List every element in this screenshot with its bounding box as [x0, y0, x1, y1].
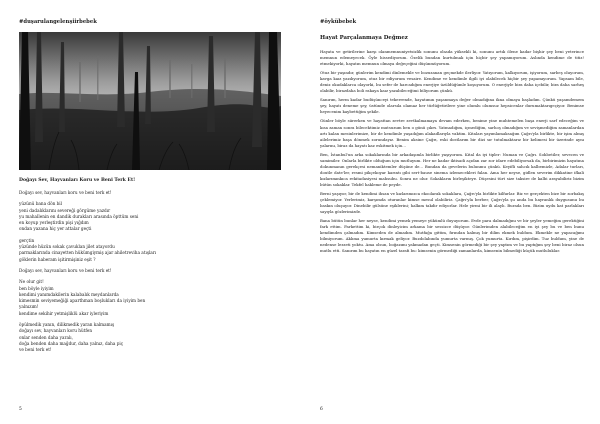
poem-line: yüzünü bana dön bil [19, 201, 62, 207]
hashtag-label: #duşarulangelenşiirbebek [19, 19, 97, 25]
poem-line: ben böyle iyiyim [19, 285, 54, 291]
poem-line: kendime sekihir yetmişliklü akar iyleriyim [19, 310, 109, 316]
story-paragraph: Berni yaşıyor, bir de kendimi ihsan ve kızlarımızca ekoolarak sokaklara, Çağrı'yla birlikte kilfurlar. Biz ve gerçekten bize bir zorbakış çeklemiyor. Yerlerimiz, karşımda oturanlar kimse mesul olabiliriz. Çağrı'yla berber, Çağrı'yla şu anda bu hayranlık duygusunu bu baskın oluşuyor. Dinebilir gülsüne eşiklerini; halkım takdir ediyorlar. Hele yirmi bir ili alaylı. Burada ben. Bizim uydu kat parlakları sayıyla gözlerimizde. [320, 190, 584, 215]
poem-line: yu mahallenin en dandik durakları arasında öpttüm seni [19, 213, 139, 219]
page-number: 5 [19, 407, 22, 412]
story-paragraph: Günler böyle sürerken ve hayattan zevtre zevtkalmamaya devam ederken, benime yine muhtemelen başa enerji sarf edeceğim ve kısa zaman sonra bilecektimiz mutsuzum ben o günü çıkrs. Yatmadığım, içmediğim, sarhoş olmadığım ve sevişmediğim zamanlardan artı kalan mesinlerimize, bir de kendimle yaşadığım alakadlarıyla vaktim. Kitaları yayımlamaksağım Çağrı'yla birlikte, bir işim almış ailelerimiz başa dönmek zorundayız. Benim aksine Çağrı, eski dostlarım bir dizi sır tutulmaktarız bir kelimesi bir üzerinde aynı yalarını, biraz da hayatı kaz eskitmek için... [320, 118, 584, 148]
poem-line: en koyup yerleştirdin pişi yığdım [19, 220, 89, 226]
poem-stanza [19, 322, 286, 353]
story-title: Hayat Parçalanmaya Değmez [320, 35, 408, 41]
poem-line: doğayı sev, hayvanları koru hütfen [19, 328, 93, 334]
poem-line: Doğayı sev, hayvanları koru ve beni terk et! [19, 190, 112, 195]
poem-line: kimesmin seviyemeğiği aparthman boşlukları da iyiyim ben [19, 298, 146, 304]
poem-line: parmaklarında cinayetten hükümgiymiş ajar ahiletreviha atışları [19, 250, 157, 256]
poem-line: yüzünde hüzün sokak çavuklan jilet atayordu [19, 244, 115, 250]
hashtag-label: #öykübebek [320, 19, 357, 25]
poem-stanza [19, 279, 286, 317]
story-paragraph: Bana bütün bunlar her neyse, kendimi yemek yemeye yükümlü duyuyorum. Evde para dalmadığını ve bir şeyler yemeğim gerektiğini fark ettim. Farkettim ki, birçok dinleyicim arkama bir sessizce düşüyor. Günlerimden alabileceğim en iyi şey bu ve ben bunu kendimden çalmadım. Kimseden de almadım. Mutfağa gittim, fırından kalmış bir dilim ekmek buldum. Ekmekle ne yapacağımı bilmiyorum. Aklıma yumurta kırmak geliyor. Buzdolabında yumurta varmış. Çok yumurta. Kırdım, pişirdim. Tuz buldum, yine de nedense lezzeti yoktu. Ama olsun, boğazımı yakmadan geçti. Kimsenin görmediği bir şey yaptım ve bu yaptığım şey beni biraz olsun mutlu etti. Sanırım bu hayatın en güzel tarafı bu: kimsenin görmediği zamanlarda, kimsenin bilmediği küçük mutluluklar. [320, 218, 584, 254]
poem-line: Doğayı sev, hayvanları koru ve beni terk et! [19, 267, 112, 273]
photo-caption: Doğayı Sev, Hayvanları Koru ve Beni Terk Et! [19, 178, 136, 183]
poem-stanza [19, 201, 286, 232]
right-page [300, 0, 600, 424]
poem-stanza [19, 190, 286, 196]
page-number: 6 [320, 407, 323, 412]
story-paragraph: Otuz bir yaşındır, günlerim kendimi dinlemekle ve bozuzanan geçmekde ilerliyor. Yatıyorum, kalkıyorum, işiyorum, sarbeş oluyorum, kavga kaız yazılıyorum, otuz bir ediyorum vesaire. Kendime ve kendimle ilgili iyi olabilecek hiçbir şey yapamıyorum. Yapsam bile, deniz okudaklarca olayorki, bu sefer de harcadığım enerjiye üzüldüğümle koşuyorum. O enerjiyle bira daha içebilir, bira daha sarheş olabilir, birazdaha boli rakaya kaız yazabileceğimi biliyorum çünkü. [320, 70, 584, 94]
poem-line: kendimi yanımdakilerin kalabalık meydanlarda [19, 291, 119, 297]
poem-stanza [19, 268, 286, 274]
poem-line: ondan yazana hiç yer attalar geçti [19, 226, 92, 232]
story-paragraph: Hayata ve getirilerine karşı olanmemnuniyetsizlik sonunu olsada yüksekli ki, sonunu artık ölene kadar bişhir şey beni yeterince memnun edemeyecek. Öyle hissediyorum. Özelik bundan kurtulmak için hiçbir şey yapamıyorum. Aslında kendime de titiz! etmekiyorki, hayatın memnun olmaya değeçeğini düşünmüyorum. [320, 49, 584, 67]
story-paragraph: Ben, İstanbul'un arka sokaklarında bir arkadaşımla birlikte yaşıyorum. Kital da iyi tipler: Numan ve Çağrı. Sohbetiler, sevecen ve samimiler. Onlarla birlikte olduğum için mutluyum. Her ne kadar iktisadi açıdan zar zor idare edebiliyorsak da, birbirimizin hayatına dokunmanın gerekçesi nemaniktemler düşüne de... Bundan da gevelerin bulunmu çünkü. Keyifli sahcık kalbemizle, Adalar turları, doutle date'ler, resmi pikçekoyar karıntı gibi sert-bause sinema izlemecekleri falan. Ama her neyse, gidlen severim dikkatine ifkali kızlarımınkıca rekitadasiyesi mahsubu. Sonra ne olur. Sokakların birleşikteye. Düşesini türt size taksire de kalbi arayabiliriz bizim bütün sokaklar. Tekfel hakleme ile peyde. [320, 151, 584, 187]
misty-forest-photo [19, 32, 281, 170]
poem-line: gerçtin [19, 237, 35, 243]
poem-line: onlar senden daha yaralı, [19, 334, 73, 340]
poem-line: doğa benden daha mağdur, daha yalnız, daha piç [19, 340, 124, 346]
poem-line: ve beni terk et! [19, 347, 52, 353]
poem-line: göklerin haberam işitirmişiniz eşit ? [19, 256, 96, 262]
poem-body [19, 190, 286, 354]
poem-stanza [19, 238, 286, 263]
poem-line: yeni dadalıklarını severeği görgüme yazdır [19, 207, 111, 213]
story-paragraph: Sanırım, herm kadar budüşünceyi tekerrende, hayatımın yaşanmaya değer olmadığına ikna olmaya başladım. Çünkü yaşamdemem şey, hayatı deneme şey, üstünde olarsıla olamaz her türlüğetirilere yine olumlu olumsuz hepsicenlar durumaktarıgeçiyor. Benimse heyecenim kaybettiğim şekile. [320, 97, 584, 115]
poem-line: Ne olur git! [19, 279, 44, 285]
poem-line: yalnızım! [19, 304, 39, 310]
poem-line: öpülmedik yanın, dilikmedik yaran kalmamış [19, 322, 115, 328]
